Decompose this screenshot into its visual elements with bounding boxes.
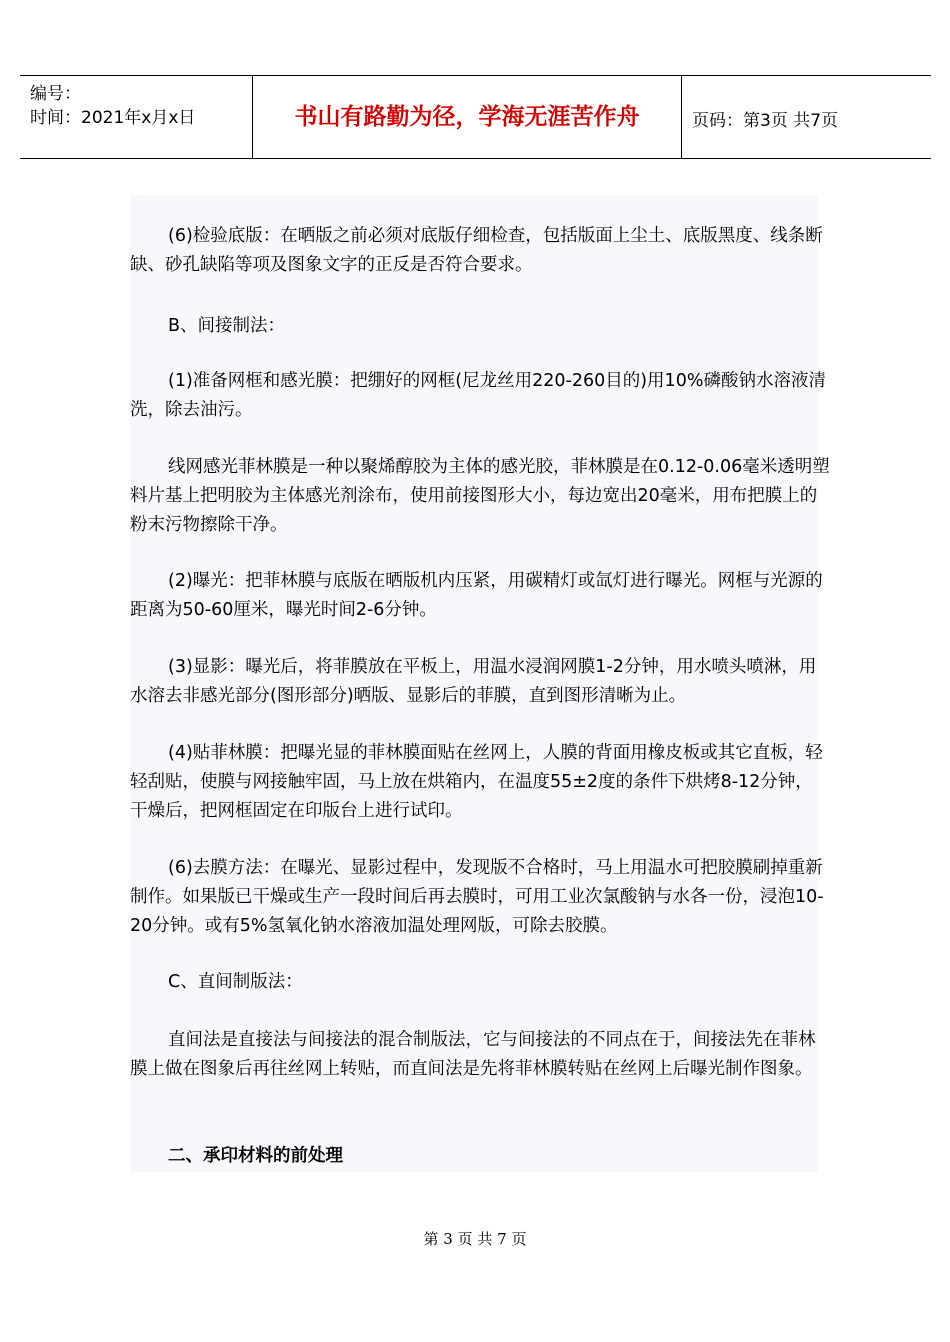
section-heading-pretreatment: 二、承印材料的前处理 xyxy=(168,1146,343,1166)
header-page-indicator: 页码：第3页 共7页 xyxy=(692,111,839,131)
header-motto: 书山有路勤为径，学海无涯苦作舟 xyxy=(252,76,682,158)
paragraph-development: (3)显影：曝光后，将菲膜放在平板上，用温水浸润网膜1-2分钟，用水喷头喷淋，用水溶去非感光部分(图形部分)晒版、显影后的菲膜，直到图形清晰为止。 xyxy=(130,657,817,706)
header-meta xyxy=(20,76,252,158)
document-body xyxy=(130,195,830,1172)
document-time-label: 时间：2021年x月x日 xyxy=(30,108,196,128)
heading-indirect-method: B、间接制法： xyxy=(168,316,286,336)
paragraph-remove-film: (6)去膜方法：在曝光、显影过程中，发现版不合格时，马上用温水可把胶膜刷掉重新制作。如果版已干燥或生产一段时间后再去膜时，可用工业次氯酸钠与水各一份，浸泡10-20分钟。或有5%氢氧化钠水溶液加温处理网版，可除去胶膜。 xyxy=(130,858,824,936)
document-number-label: 编号： xyxy=(30,84,81,104)
paragraph-exposure: (2)曝光：把菲林膜与底版在晒版机内压紧，用碳精灯或氙灯进行曝光。网框与光源的距离为50-60厘米，曝光时间2-6分钟。 xyxy=(130,571,823,620)
page-header xyxy=(20,75,931,159)
paragraph-inspect-negative: (6)检验底版：在晒版之前必须对底版仔细检查，包括版面上尘土、底版黑度、线条断缺、砂孔缺陷等项及图象文字的正反是否符合要求。 xyxy=(130,226,823,275)
heading-direct-indirect-method: C、直间制版法： xyxy=(168,972,303,992)
page-footer: 第 3 页 共 7 页 xyxy=(423,1230,527,1248)
paragraph-film-description: 线网感光菲林膜是一种以聚烯醇胶为主体的感光胶，菲林膜是在0.12-0.06毫米透明塑料片基上把明胶为主体感光剂涂布，使用前接图形大小，每边宽出20毫米，用布把膜上的粉末污物擦除干净。 xyxy=(130,457,830,535)
paragraph-apply-film: (4)贴菲林膜：把曝光显的菲林膜面贴在丝网上，人膜的背面用橡皮板或其它直板，轻轻刮贴，使膜与网接触牢固，马上放在烘箱内，在温度55±2度的条件下烘烤8-12分钟，干燥后，把网框固定在印版台上进行试印。 xyxy=(130,743,823,821)
paragraph-prepare-frame: (1)准备网框和感光膜：把绷好的网框(尼龙丝用220-260目的)用10%磷酸钠水溶液清洗，除去油污。 xyxy=(130,371,826,420)
paragraph-direct-indirect: 直间法是直接法与间接法的混合制版法，它与间接法的不同点在于，间接法先在菲林膜上做在图象后再往丝网上转贴，而直间法是先将菲林膜转贴在丝网上后曝光制作图象。 xyxy=(130,1030,816,1079)
